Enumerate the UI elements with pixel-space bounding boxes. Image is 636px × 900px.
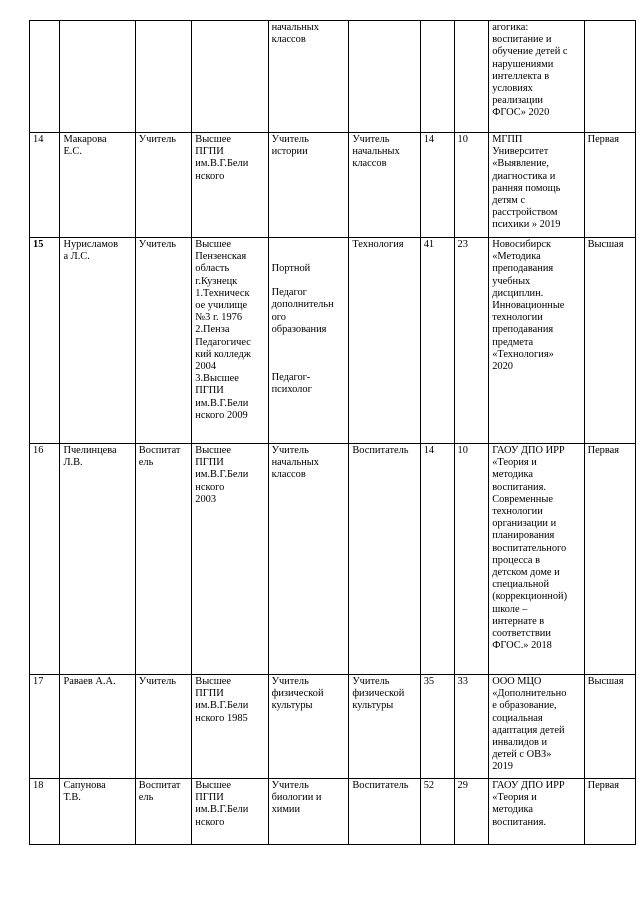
table-row [30, 21, 636, 133]
qualification-category: Высшая [584, 238, 635, 444]
pedagogical-experience: 10 [454, 444, 489, 675]
advanced-training: ГАОУ ДПО ИРР «Теория и методика воспитания. Современные технологии организации и планирования воспитательного процесса в детском доме и специальной (коррекционной) школе – интернате в соответствии ФГОС.» 2018 [489, 444, 584, 675]
teacher-position: Учитель [135, 675, 191, 779]
teacher-subject [349, 21, 420, 133]
row-number: 17 [30, 675, 60, 779]
teacher-name: Сапунова Т.В. [60, 779, 135, 845]
qualification-category: Высшая [584, 675, 635, 779]
teacher-education [192, 21, 268, 133]
teacher-specialty: Учитель истории [268, 133, 349, 238]
total-experience: 14 [420, 444, 454, 675]
table-row [30, 779, 636, 845]
advanced-training: ГАОУ ДПО ИРР «Теория и методика воспитания. [489, 779, 584, 845]
teacher-subject: Учитель физической культуры [349, 675, 420, 779]
pedagogical-experience: 29 [454, 779, 489, 845]
teacher-specialty: Учитель физической культуры [268, 675, 349, 779]
teacher-subject: Воспитатель [349, 779, 420, 845]
total-experience: 41 [420, 238, 454, 444]
table-row [30, 238, 636, 444]
staff-table [29, 20, 636, 845]
teacher-specialty: Учитель начальных классов [268, 444, 349, 675]
teacher-name: Макарова Е.С. [60, 133, 135, 238]
qualification-category: Первая [584, 444, 635, 675]
teacher-position [135, 21, 191, 133]
teacher-education: Высшее ПГПИ им.В.Г.Бели нского [192, 133, 268, 238]
advanced-training: МГПП Университет «Выявление, диагностика и ранняя помощь детям с расстройством психики » 2019 [489, 133, 584, 238]
teacher-subject: Учитель начальных классов [349, 133, 420, 238]
pedagogical-experience: 33 [454, 675, 489, 779]
pedagogical-experience: 23 [454, 238, 489, 444]
teacher-education: Высшее Пензенская область г.Кузнецк 1.Техническ ое училище №3 г. 1976 2.Пенза Педагогичес кий колледж 2004 3.Высшее ПГПИ им.В.Г.Бели нского 2009 [192, 238, 268, 444]
specialty-tailor: Портной [271, 263, 311, 274]
teacher-education: Высшее ПГПИ им.В.Г.Бели нского 2003 [192, 444, 268, 675]
table-row [30, 444, 636, 675]
advanced-training: агогика: воспитание и обучение детей с нарушениями интеллекта в условиях реализации ФГОС» 2020 [489, 21, 584, 133]
teacher-education: Высшее ПГПИ им.В.Г.Бели нского [192, 779, 268, 845]
teacher-name [60, 21, 135, 133]
table-row [30, 675, 636, 779]
specialty-psychologist: Педагог- психолог [271, 372, 312, 396]
table-row [30, 133, 636, 238]
qualification-category [584, 21, 635, 133]
row-number: 15 [30, 238, 60, 444]
teacher-specialty [268, 238, 349, 444]
qualification-category: Первая [584, 133, 635, 238]
teacher-subject: Технология [349, 238, 420, 444]
advanced-training: Новосибирск «Методика преподавания учебных дисциплин. Инновационные технологии преподавания предмета «Технология» 2020 [489, 238, 584, 444]
pedagogical-experience [454, 21, 489, 133]
teacher-position: Учитель [135, 133, 191, 238]
teacher-education: Высшее ПГПИ им.В.Г.Бели нского 1985 [192, 675, 268, 779]
teacher-position: Воспитат ель [135, 779, 191, 845]
specialty-additional-education: Педагог дополнительн ого образования [271, 287, 334, 335]
teacher-name: Пчелинцева Л.В. [60, 444, 135, 675]
total-experience: 35 [420, 675, 454, 779]
total-experience: 14 [420, 133, 454, 238]
teacher-position: Учитель [135, 238, 191, 444]
row-number: 18 [30, 779, 60, 845]
row-number [30, 21, 60, 133]
teacher-specialty: Учитель биологии и химии [268, 779, 349, 845]
teacher-specialty: начальных классов [268, 21, 349, 133]
teacher-name: Раваев А.А. [60, 675, 135, 779]
row-number: 16 [30, 444, 60, 675]
advanced-training: ООО МЦО «Дополнительно е образование, социальная адаптация детей инвалидов и детей с ОВЗ» 2019 [489, 675, 584, 779]
pedagogical-experience: 10 [454, 133, 489, 238]
qualification-category: Первая [584, 779, 635, 845]
teacher-name: Нурисламов а Л.С. [60, 238, 135, 444]
row-number: 14 [30, 133, 60, 238]
total-experience: 52 [420, 779, 454, 845]
teacher-subject: Воспитатель [349, 444, 420, 675]
teacher-position: Воспитат ель [135, 444, 191, 675]
total-experience [420, 21, 454, 133]
